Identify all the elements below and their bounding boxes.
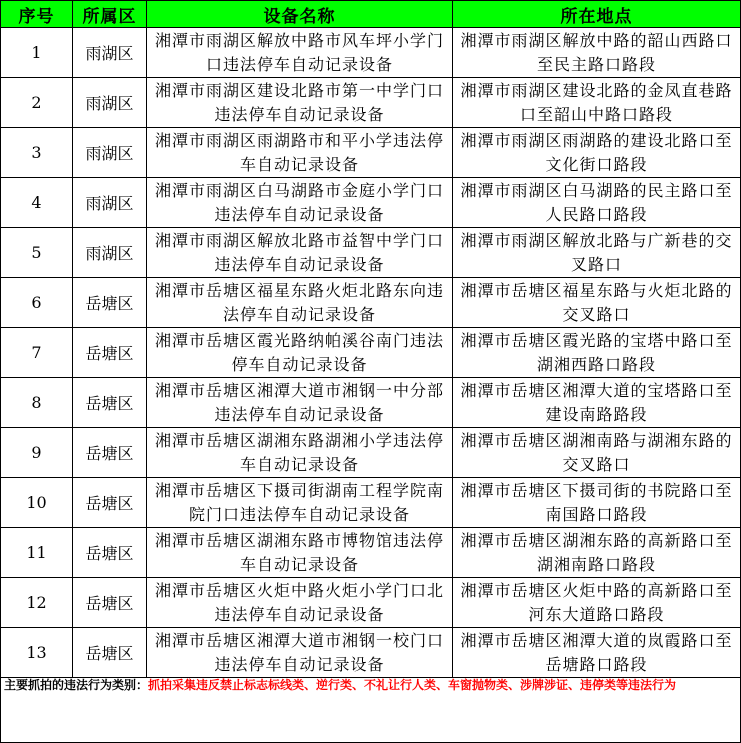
cell-location: 湘潭市雨湖区解放中路的韶山西路口至民主路口路段: [453, 28, 741, 78]
cell-location: 湘潭市岳塘区湘潭大道的岚霞路口至岳塘路口路段: [453, 628, 741, 678]
cell-device: 湘潭市雨湖区白马湖路市金庭小学门口违法停车自动记录设备: [147, 178, 453, 228]
cell-seq: 4: [1, 178, 73, 228]
cell-seq: 8: [1, 378, 73, 428]
cell-seq: 1: [1, 28, 73, 78]
cell-district: 岳塘区: [73, 628, 147, 678]
cell-device: 湘潭市岳塘区湖湘东路市博物馆违法停车自动记录设备: [147, 528, 453, 578]
cell-location: 湘潭市岳塘区火炬中路的高新路口至河东大道路口路段: [453, 578, 741, 628]
table-row: [1, 128, 741, 178]
cell-device: 湘潭市岳塘区湖湘东路湖湘小学违法停车自动记录设备: [147, 428, 453, 478]
violation-note: [4, 677, 736, 694]
table-row: [1, 478, 741, 528]
cell-device: 湘潭市岳塘区火炬中路火炬小学门口北违法停车自动记录设备: [147, 578, 453, 628]
cell-district: 岳塘区: [73, 478, 147, 528]
cell-location: 湘潭市雨湖区雨湖路的建设北路口至文化街口路段: [453, 128, 741, 178]
cell-device: 湘潭市岳塘区湘潭大道市湘钢一校门口违法停车自动记录设备: [147, 628, 453, 678]
cell-device: 湘潭市雨湖区雨湖路市和平小学违法停车自动记录设备: [147, 128, 453, 178]
cell-seq: 11: [1, 528, 73, 578]
table-row: [1, 78, 741, 128]
cell-district: 雨湖区: [73, 28, 147, 78]
table-row: [1, 378, 741, 428]
cell-device: 湘潭市岳塘区福星东路火炬北路东向违法停车自动记录设备: [147, 278, 453, 328]
table-body: [1, 28, 741, 678]
table-row: [1, 628, 741, 678]
cell-device: 湘潭市雨湖区建设北路市第一中学门口违法停车自动记录设备: [147, 78, 453, 128]
note-body: 抓拍采集违反禁止标志标线类、逆行类、不礼让行人类、车窗抛物类、涉牌涉证、违停类等违法行为: [148, 678, 677, 692]
cell-seq: 5: [1, 228, 73, 278]
cell-district: 雨湖区: [73, 178, 147, 228]
table-row: [1, 178, 741, 228]
cell-location: 湘潭市雨湖区白马湖路的民主路口至人民路口路段: [453, 178, 741, 228]
cell-location: 湘潭市岳塘区霞光路的宝塔中路口至湖湘西路口路段: [453, 328, 741, 378]
cell-seq: 13: [1, 628, 73, 678]
header-district: 所属区: [73, 1, 147, 28]
cell-device: 湘潭市岳塘区下摄司街湖南工程学院南院门口违法停车自动记录设备: [147, 478, 453, 528]
cell-district: 岳塘区: [73, 578, 147, 628]
cell-seq: 7: [1, 328, 73, 378]
cell-location: 湘潭市岳塘区福星东路与火炬北路的交叉路口: [453, 278, 741, 328]
cell-district: 雨湖区: [73, 128, 147, 178]
table-row: [1, 578, 741, 628]
table-row: [1, 328, 741, 378]
table-row: [1, 28, 741, 78]
table-row: [1, 228, 741, 278]
table-header-row: [1, 1, 741, 28]
cell-district: 岳塘区: [73, 528, 147, 578]
cell-device: 湘潭市雨湖区解放北路市益智中学门口违法停车自动记录设备: [147, 228, 453, 278]
table-row: [1, 278, 741, 328]
cell-location: 湘潭市岳塘区湖湘东路的高新路口至湖湘南路口路段: [453, 528, 741, 578]
header-seq: 序号: [1, 1, 73, 28]
cell-district: 岳塘区: [73, 378, 147, 428]
cell-device: 湘潭市岳塘区霞光路纳帕溪谷南门违法停车自动记录设备: [147, 328, 453, 378]
table-row: [1, 428, 741, 478]
cell-district: 岳塘区: [73, 428, 147, 478]
cell-seq: 12: [1, 578, 73, 628]
header-location: 所在地点: [453, 1, 741, 28]
note-lead: 主要抓拍的违法行为类别：: [4, 678, 149, 692]
cell-seq: 2: [1, 78, 73, 128]
header-device: 设备名称: [147, 1, 453, 28]
cell-location: 湘潭市岳塘区湘潭大道的宝塔路口至建设南路路段: [453, 378, 741, 428]
cell-location: 湘潭市岳塘区湖湘南路与湖湘东路的交叉路口: [453, 428, 741, 478]
cell-location: 湘潭市岳塘区下摄司街的书院路口至南国路口路段: [453, 478, 741, 528]
table-row: [1, 528, 741, 578]
cell-location: 湘潭市雨湖区解放北路与广新巷的交叉路口: [453, 228, 741, 278]
cell-district: 岳塘区: [73, 278, 147, 328]
cell-seq: 3: [1, 128, 73, 178]
cell-district: 岳塘区: [73, 328, 147, 378]
cell-district: 雨湖区: [73, 78, 147, 128]
cell-seq: 10: [1, 478, 73, 528]
cell-seq: 9: [1, 428, 73, 478]
cell-seq: 6: [1, 278, 73, 328]
cell-location: 湘潭市雨湖区建设北路的金凤直巷路口至韶山中路口路段: [453, 78, 741, 128]
cell-district: 雨湖区: [73, 228, 147, 278]
cell-device: 湘潭市岳塘区湘潭大道市湘钢一中分部违法停车自动记录设备: [147, 378, 453, 428]
cell-device: 湘潭市雨湖区解放中路市风车坪小学门口违法停车自动记录设备: [147, 28, 453, 78]
